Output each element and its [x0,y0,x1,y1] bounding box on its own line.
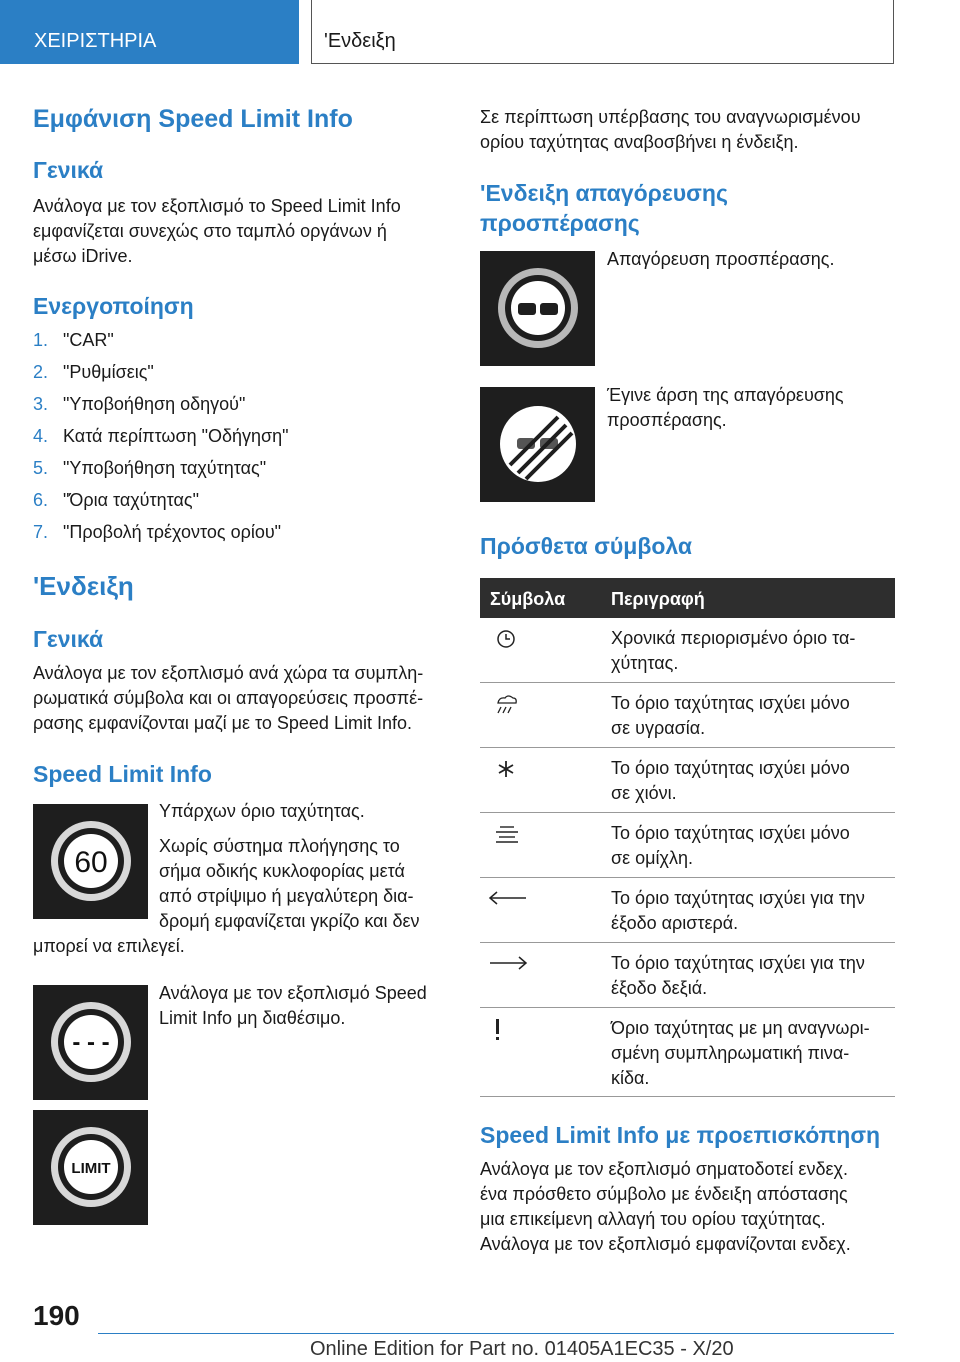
text-line: Το όριο ταχύτητας ισχύει μόνο [611,758,850,778]
text-line: Σε περίπτωση υπέρβασης του αναγνωρισμένου [480,107,861,127]
table-row [480,1008,895,1097]
text-line: Ανάλογα με τον εξοπλισμό σηματοδοτεί ενδεχ. [480,1159,848,1179]
unavailable-sign-image [33,985,148,1100]
text-line: Ανάλογα με τον εξοπλισμό ανά χώρα τα συμπλη- [33,663,424,683]
step-number: 6. [33,490,49,510]
text-line: έξοδο δεξιά. [611,978,708,998]
chapter-tab [0,0,299,64]
snowflake-icon [488,756,528,786]
exclamation-icon [488,1016,528,1046]
text-line: Το όριο ταχύτητας ισχύει μόνο [611,693,850,713]
table-row [480,748,895,813]
text-line: ρασης εμφανίζονται μαζί με το Speed Limit Info. [33,713,412,733]
row-description [611,886,886,936]
symbols-table-header [480,578,895,618]
step-number: 5. [33,458,49,478]
text-line: σε χιόνι. [611,783,677,803]
column-header-symbols: Σύμβολα [490,589,566,609]
step-text: "CAR" [63,330,114,350]
heading-overtake [480,178,728,238]
section-title: ΧΕΙΡΙΣΤΗΡΙΑ [34,30,157,52]
exceed-text [480,105,861,155]
section-heading-display: Εμφάνιση Speed Limit Info [33,105,353,133]
row-description [611,756,886,806]
step-text: "Προβολή τρέχοντος ορίου" [63,522,282,542]
step-text: "Υποβοήθηση οδηγού" [63,394,246,414]
speed-limit-sign-image [33,804,148,919]
text-line: Ανάλογα με τον εξοπλισμό το Speed Limit Info [33,196,401,216]
text-line: σε ομίχλη. [611,848,693,868]
text-line: Το όριο ταχύτητας ισχύει για την [611,888,865,908]
text-line: Ανάλογα με τον εξοπλισμό Speed [159,983,427,1003]
text-line: έξοδο αριστερά. [611,913,739,933]
row-description [611,626,886,676]
no-overtaking-icon [480,251,595,366]
text-line: Ανάλογα με τον εξοπλισμό εμφανίζονται ενδεχ. [480,1234,851,1254]
text-line: κίδα. [611,1068,650,1088]
edition-footer: Online Edition for Part no. 01405A1EC35 - X/20 [310,1338,734,1360]
text-line: σμένη συμπληρωματική πινα- [611,1043,850,1063]
no-overtaking-sign-image [480,251,595,366]
text-line: μια επικείμενη αλλαγή του ορίου ταχύτητας. [480,1209,826,1229]
sign-value: LIMIT [71,1160,111,1177]
preview-text [480,1157,851,1257]
footer-divider [98,1333,894,1334]
general-text [33,194,401,269]
chapter-header [311,0,894,64]
step-number: 3. [33,394,49,414]
row-description [611,821,886,871]
text-line: Limit Info μη διαθέσιμο. [159,1008,346,1028]
text-line: δρομή εμφανίζεται γκρίζο και δεν [159,911,420,931]
heading-general: Γενικά [33,157,104,183]
arrow-left-icon [488,886,528,916]
text-line: ορίου ταχύτητας αναβοσβήνει η ένδειξη. [480,132,799,152]
row-description [611,691,886,741]
column-header-description: Περιγραφή [611,589,705,609]
heading-general-2: Γενικά [33,626,104,652]
step-number: 4. [33,426,49,446]
limit-sign-icon [33,1110,148,1225]
heading-line: 'Ενδειξη απαγόρευσης [480,180,728,206]
table-row [480,878,895,943]
row-description [611,1016,886,1091]
text-line: προσπέρασης. [607,410,727,430]
text-line: ένα πρόσθετο σύμβολο με ένδειξη απόστασης [480,1184,848,1204]
step-number: 2. [33,362,49,382]
end-no-overtaking-icon [480,387,595,502]
rain-icon [488,691,528,721]
step-number: 1. [33,330,49,350]
step-text: "Ρυθμίσεις" [63,362,154,382]
no-overtaking-text: Απαγόρευση προσπέρασης. [607,249,835,269]
text-line: εμφανίζεται συνεχώς στο ταμπλό οργάνων ή [33,221,387,241]
limit-sign-image [33,1110,148,1225]
table-row [480,813,895,878]
sign-value: - - - [72,1029,110,1056]
step-text: "Όρια ταχύτητας" [63,490,199,510]
row-description [611,951,886,1001]
general2-text [33,661,423,736]
chapter-title: 'Ενδειξη [324,30,396,52]
heading-speed-limit-info: Speed Limit Info [33,761,212,787]
sli-paragraph-end: μπορεί να επιλεγεί. [33,936,185,956]
text-line: Το όριο ταχύτητας ισχύει για την [611,953,865,973]
clock-icon [488,626,528,656]
sli-current-text: Υπάρχων όριο ταχύτητας. [159,801,365,821]
text-line: σε υγρασία. [611,718,706,738]
text-line: σήμα οδικής κυκλοφορίας μετά [159,861,405,881]
speed-60-sign-icon [33,804,148,919]
text-line: Χωρίς σύστημα πλοήγησης το [159,836,400,856]
text-line: Χρονικά περιορισμένο όριο τα- [611,628,856,648]
table-row [480,683,895,748]
heading-line: προσπέρασης [480,210,640,236]
heading-display: 'Ενδειξη [33,571,134,601]
step-text: "Υποβοήθηση ταχύτητας" [63,458,267,478]
fog-icon [488,821,528,851]
table-row [480,618,895,683]
end-no-overtaking-text [607,383,844,433]
text-line: από στρίψιμο ή μεγαλύτερη δια- [159,886,414,906]
unavailable-text [159,981,427,1031]
text-line: Όριο ταχύτητας με μη αναγνωρι- [611,1018,870,1038]
arrow-right-icon [488,951,528,981]
heading-activation: Ενεργοποίηση [33,293,194,319]
text-line: μέσω iDrive. [33,246,133,266]
heading-additional-symbols: Πρόσθετα σύμβολα [480,533,693,559]
step-number: 7. [33,522,49,542]
text-line: ρωματικά σύμβολα και οι απαγορεύσεις προσπέ- [33,688,424,708]
text-line: Το όριο ταχύτητας ισχύει μόνο [611,823,850,843]
text-line: χύτητας. [611,653,679,673]
heading-preview: Speed Limit Info με προεπισκόπηση [480,1122,881,1148]
page-number: 190 [33,1300,80,1331]
sli-paragraph [159,834,420,934]
table-row [480,943,895,1008]
text-line: Έγινε άρση της απαγόρευσης [607,385,844,405]
step-text: Κατά περίπτωση "Οδήγηση" [63,426,289,446]
no-limit-sign-icon [33,985,148,1100]
steps-list [33,330,433,560]
end-no-overtaking-sign-image [480,387,595,502]
sign-value: 60 [74,846,108,879]
